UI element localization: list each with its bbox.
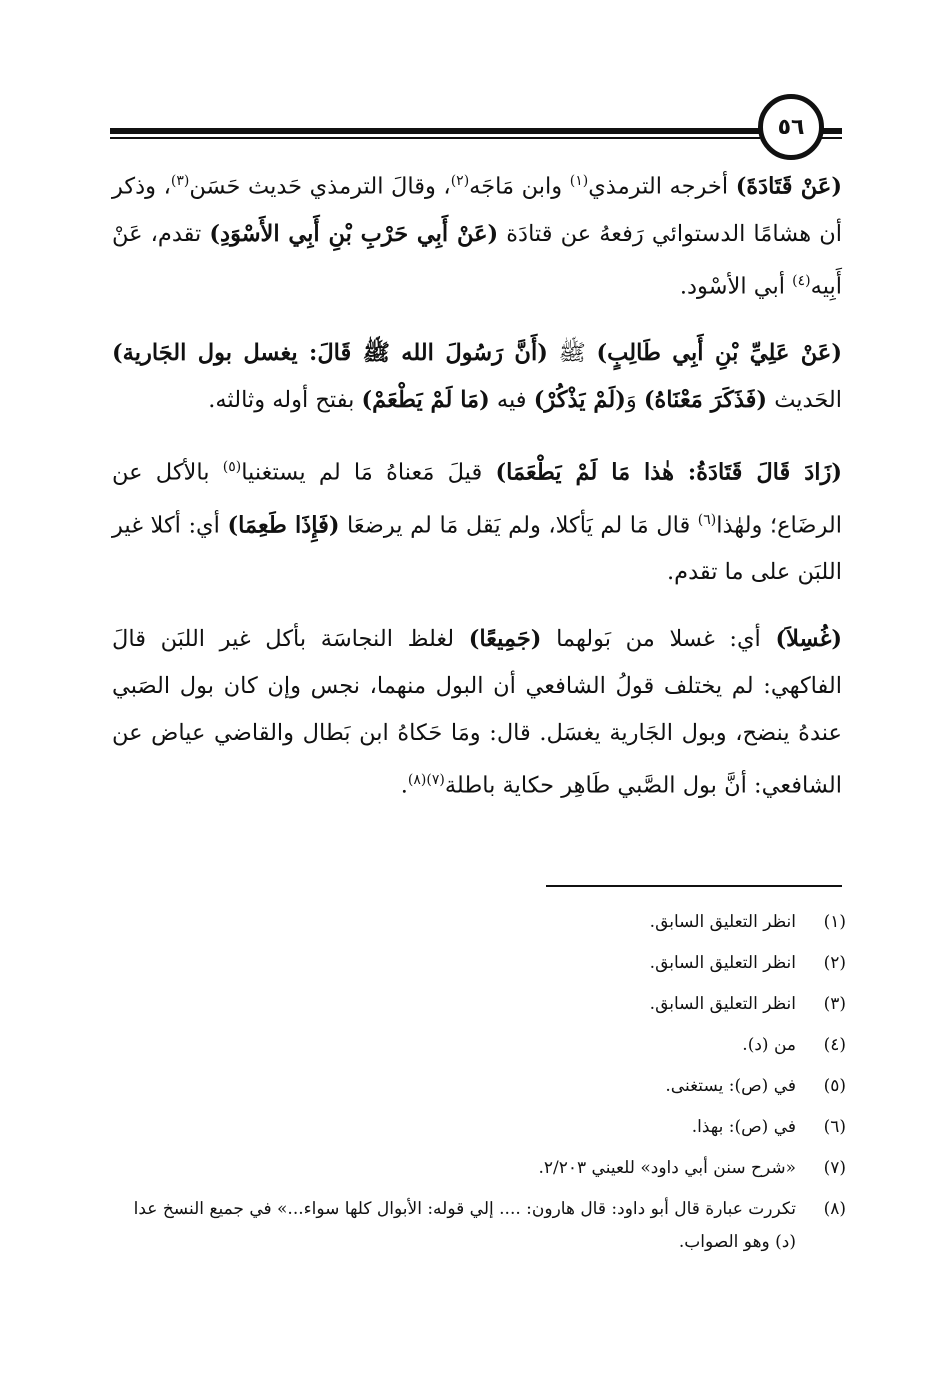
quoted-text: (عَنْ عَلِيِّ بْنِ أَبِي طَالِبٍ) (596, 340, 843, 366)
footnote-text: من (د). (742, 1035, 796, 1055)
footnote-ref[interactable]: (٦) (697, 511, 717, 528)
commentary-text: بفتح أوله وثالثه. (208, 387, 362, 413)
commentary-text: ﷺ (547, 340, 597, 366)
footnote-number: (١) (823, 912, 846, 932)
footnote-number: (٧) (823, 1158, 846, 1178)
footnote-ref[interactable]: (٢) (450, 173, 470, 189)
quoted-text: (فَذَكَرَ مَعْنَاهُ) (643, 387, 768, 413)
header-rule-thick (110, 128, 760, 134)
commentary-text: لغلظ النجاسَة بأكل غير اللبَن قالَ الفاكهي: لم يختلف قولُ الشافعي أن البول منهما، نجس وإن كان بول الصَبي عندهُ ينضح، وبول الجَارية يغسَل. قال: ومَا حَكاهُ ابن بَطال والقاضي عياض عن الشافعي: أنَّ بول الصَّبي طَاهِر حكاية باطلة (112, 626, 842, 799)
quoted-text: (أَنَّ رَسُولَ الله ﷺ قَالَ: يغسل بول الجَارية) (112, 340, 548, 366)
page-number: ٥٦ (777, 114, 805, 140)
footnote-ref[interactable]: (٥) (222, 459, 242, 475)
footnote-number: (٨) (823, 1199, 846, 1219)
footnote-item (112, 1148, 846, 1189)
quoted-text: (لَمْ يَذْكُرْ) (533, 387, 626, 413)
quoted-text: (زَادَ قَالَ قَتَادَةُ: هٰذا مَا لَمْ يَطْعَمَا) (495, 459, 842, 486)
commentary-text: أخرجه الترمذي (588, 173, 736, 200)
commentary-text: . (400, 772, 408, 799)
commentary-text: قال مَا لم يَأكلا، ولم يَقل مَا لم يرضعَا (339, 512, 698, 538)
commentary-text: ، وذكر أن هشامًا الدستوائي رَفعهُ عن قتادَة (112, 173, 842, 247)
footnote-number: (٢) (823, 953, 846, 973)
commentary-text: وابن مَاجَه (469, 173, 570, 200)
quoted-text: (مَا لَمْ يَطْعَمْ) (361, 387, 490, 413)
footnote-text: «شرح سنن أبي داود» للعيني ٢/٢٠٣. (538, 1158, 796, 1178)
main-text (112, 158, 842, 830)
commentary-text: ، وقالَ الترمذي حَديث حَسَن (189, 173, 451, 200)
footnote-number: (٦) (823, 1117, 846, 1137)
footnote-item (112, 1107, 846, 1148)
commentary-text: قيلَ مَعناهُ مَا لم يستغنيا (241, 459, 496, 486)
footnote-text: في (ص): بهذا. (691, 1117, 796, 1137)
footnote-item (112, 943, 846, 984)
commentary-text: وَ (625, 387, 644, 413)
footnote-item (112, 902, 846, 943)
footnote-number: (٤) (823, 1035, 846, 1055)
page-header (110, 92, 842, 162)
footnote-ref[interactable]: (٣) (170, 173, 190, 189)
header-rule-thin (110, 137, 760, 139)
paragraph (112, 330, 842, 424)
quoted-text: (عَنْ أَبِي حَرْبِ بْنِ أَبِي الأَسْوَدِ) (209, 220, 499, 247)
footnote-ref[interactable]: (٧)(٨) (407, 772, 445, 788)
footnote-ref[interactable]: (١) (569, 173, 589, 189)
commentary-text: تقدم، عَنْ أَبِيه (112, 220, 842, 299)
paragraph (112, 158, 842, 310)
footnote-text: في (ص): يستغنى. (665, 1076, 796, 1096)
commentary-text: بالأكل عن الرضَاع؛ ولهٰذا (112, 459, 842, 538)
commentary-text: فيه (489, 387, 534, 413)
footnote-text: انظر التعليق السابق. (649, 912, 796, 932)
page-number-badge (758, 94, 824, 160)
footnote-text: تكررت عبارة قال أبو داود: قال هارون: .... إلي قوله: الأبوال كلها سواء...» في جميع النسخ عدا (د) وهو الصواب. (133, 1199, 796, 1252)
footnote-item (112, 1189, 846, 1259)
paragraph (112, 444, 842, 596)
commentary-text: الحَديث (767, 387, 842, 413)
commentary-text: أبي الأسْود. (679, 273, 793, 299)
paragraph (112, 616, 842, 810)
footnote-text: انظر التعليق السابق. (649, 953, 796, 973)
footnote-number: (٣) (823, 994, 846, 1014)
footnotes (112, 902, 846, 1259)
footnote-item (112, 984, 846, 1025)
footnote-item (112, 1025, 846, 1066)
footnote-item (112, 1066, 846, 1107)
commentary-text: أي: غسلا من بَولهما (541, 626, 776, 652)
footnote-ref[interactable]: (٤) (792, 272, 811, 289)
quoted-text: (فَإِذَا طَعِمَا) (227, 512, 340, 538)
commentary-text: أي: أكلا غير اللبَن على ما تقدم. (112, 512, 842, 585)
quoted-text: (عَنْ قَتَادَةَ) (735, 173, 842, 200)
quoted-text: (جَمِيعًا) (468, 626, 542, 652)
footnote-number: (٥) (823, 1076, 846, 1096)
footnote-separator (546, 885, 842, 887)
quoted-text: (غُسِلاَ) (775, 626, 842, 652)
footnote-text: انظر التعليق السابق. (649, 994, 796, 1014)
